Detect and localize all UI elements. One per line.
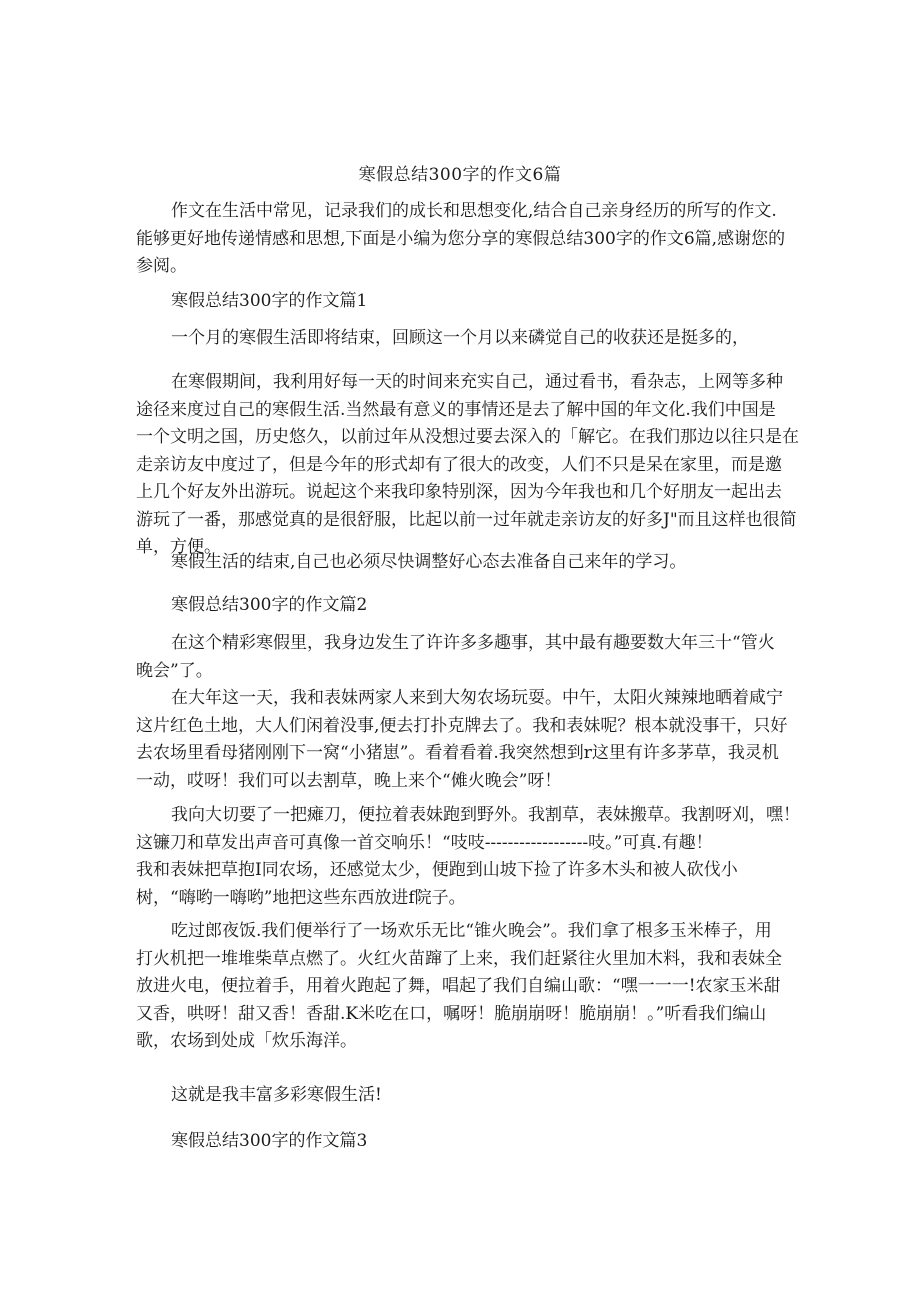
paragraph-1 [136, 325, 796, 353]
section-heading-3 [136, 1128, 796, 1156]
paragraph-line: 单，方便。 [136, 537, 221, 557]
section-heading: 寒假总结300字的作文篇3 [171, 1131, 368, 1151]
paragraph-line: 走亲访友中度过了，但是今年的形式却有了很大的改变，人们不只是呆在家里，而是邀 [136, 454, 782, 475]
paragraph-line: 晚会”了。 [136, 660, 213, 681]
paragraph-line: 一动，哎呀！我们可以去割草，晚上来个“傩火晚会”呀！ [136, 770, 562, 791]
paragraph-line: 一个文明之国，历史悠久，以前过年从没想过要去深入的「解它。在我们那边以往只是在 [136, 427, 799, 447]
paragraph-7 [136, 918, 796, 1056]
paragraph-line: 去农场里看母猪刚刚下一窝“小猪崽”。看着看着.我突然想到r这里有许多茅草，我灵机 [136, 743, 779, 763]
section-heading: 寒假总结300字的作文篇1 [171, 291, 368, 311]
paragraph-line: 打火机把一堆堆柴草点燃了。火红火苗蹿了上来，我们赶紧往火里加木料，我和表妹全 [136, 948, 782, 969]
paragraph-line: 放进火电，便拉着手，用着火跑起了舞，唱起了我们自编山歌：“嘿一一一!农家玉米甜 [136, 976, 781, 996]
paragraph-line: 能够更好地传递情感和思想,下面是小编为您分享的寒假总结300字的作文6篇,感谢您的 [136, 228, 786, 249]
paragraph-line: 这镰刀和草发出声音可真像一首交响乐！“吱吱------------------吱。”可真.有趣！ [136, 832, 713, 853]
paragraph-5 [136, 685, 796, 795]
paragraph-line: 寒假生活的结束,自己也必须尽快调整好心态去准备自己来年的学习。 [171, 552, 687, 572]
paragraph-line: 树，“嗨哟一嗨哟”地把这些东西放进f院子。 [136, 887, 466, 908]
paragraph-line: 这就是我丰富多彩寒假生活! [171, 1085, 382, 1105]
paragraph-line: 作文在生活中常见，记录我们的成长和思想变化,结合自己亲身经历的所写的作文. [171, 201, 777, 221]
section-heading-1 [136, 288, 796, 316]
paragraph-line: 歌，农场到处成「炊乐海洋。 [136, 1031, 357, 1051]
paragraph-line: 途径来度过自己的寒假生活.当然最有意义的事情还是去了解中国的年文化.我们中国是 [136, 399, 776, 420]
paragraph-line: 游玩了一番，那感觉真的是很舒服，比起以前一过年就走亲访友的好多J"而且这样也很简 [136, 509, 797, 530]
paragraph-line: 这片红色土地，大人们闲着没事,便去打扑克牌去了。我和表妹呢？根本就没事干，只好 [136, 715, 788, 736]
intro-paragraph [136, 198, 796, 281]
section-heading-2 [136, 592, 796, 620]
page-title: 寒假总结300字的作文6篇 [358, 165, 562, 185]
paragraph-6 [136, 802, 800, 912]
paragraph-line: 吃过郎夜饭.我们便举行了一场欢乐无比“锥火晚会”。我们拿了根多玉米棒子，用 [171, 921, 772, 941]
paragraph-line: 在这个精彩寒假里，我身边发生了许许多多趣事，其中最有趣要数大年三十“管火 [171, 633, 775, 653]
paragraph-line: 我向大切要了一把瘫刀，便拉着表妹跑到野外。我割草，表妹搬草。我割呀刈，嘿！ [171, 805, 800, 825]
paragraph-line: 参阅。 [136, 256, 187, 276]
paragraph-2 [136, 369, 799, 562]
paragraph-line: 上几个好友外出游玩。说起这个来我印象特别深，因为今年我也和几个好朋友一起出去 [136, 482, 782, 502]
paragraph-line: 在大年这一天，我和表妹两家人来到大匆农场玩耍。中午，太阳火辣辣地晒着咸宁 [171, 688, 783, 708]
paragraph-line: 一个月的寒假生活即将结束，回顾这一个月以来磷觉自己的收获还是挺多的， [171, 328, 749, 348]
paragraph-line: 我和表妹把草抱I同农场，还感觉太少，便跑到山坡下捡了许多木头和被人砍伐小 [136, 860, 738, 880]
paragraph-line: 又香，哄呀！甜又香！香甜.K米吃在口，嘱呀！脆崩崩呀！脆崩崩！。”听看我们编山 [136, 1003, 767, 1024]
section-heading: 寒假总结300字的作文篇2 [171, 595, 368, 615]
paragraph-4 [136, 630, 796, 685]
paragraph-3 [136, 549, 796, 577]
paragraph-8 [136, 1082, 796, 1110]
paragraph-line: 在寒假期间，我利用好每一天的时间来充实自己，通过看书，看杂志，上网等多种 [171, 372, 783, 392]
